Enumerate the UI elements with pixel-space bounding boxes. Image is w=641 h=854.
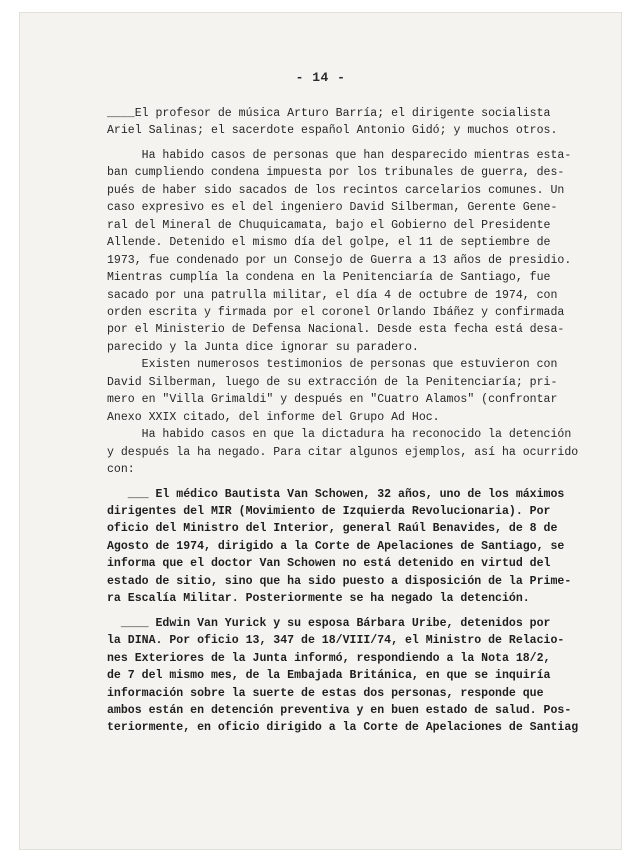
text-line: Mientras cumplía la condena en la Penitenciaría de Santiago, fue	[107, 271, 551, 285]
text-line: teriormente, en oficio dirigido a la Corte de Apelaciones de Santiag	[107, 721, 579, 735]
text-line: mero en "Villa Grimaldi" y después en "Cuatro Alamos" (confrontar	[107, 393, 558, 407]
document-page	[20, 13, 621, 849]
text-line: Existen numerosos testimonios de personas que estuvieron con	[107, 358, 558, 372]
text-line: por el Ministerio de Defensa Nacional. Desde esta fecha está desa-	[107, 323, 565, 337]
text-line: informa que el doctor Van Schowen no está detenido en virtud del	[107, 557, 551, 571]
paragraph-gap	[107, 608, 627, 615]
text-line: la DINA. Por oficio 13, 347 de 18/VIII/74, el Ministro de Relacio-	[107, 634, 565, 648]
page-number: - 14 -	[295, 70, 346, 85]
text-line: ra Escalía Militar. Posteriormente se ha negado la detención.	[107, 592, 530, 606]
paragraph	[107, 147, 627, 356]
text-line: ambos están en detención preventiva y en buen estado de salud. Pos-	[107, 703, 572, 717]
text-line: nes Exteriores de la Junta informó, respondiendo a la Nota 18/2,	[107, 651, 551, 665]
text-line: Anexo XXIX citado, del informe del Grupo Ad Hoc.	[107, 410, 440, 424]
text-line: sacado por una patrulla militar, el día 4 de octubre de 1974, con	[107, 288, 558, 302]
text-line: orden escrita y firmada por el coronel Orlando Ibáñez y confirmada	[107, 305, 565, 319]
paragraph	[107, 426, 627, 478]
text-line: y después la ha negado. Para citar algunos ejemplos, así ha ocurrido	[107, 445, 579, 459]
text-line: parecido y la Junta dice ignorar su paradero.	[107, 340, 419, 354]
paragraph	[107, 615, 627, 737]
text-line: dirigentes del MIR (Movimiento de Izquierda Revolucionaria). Por	[107, 504, 551, 518]
text-line: 1973, fue condenado por un Consejo de Guerra a 13 años de presidio.	[107, 253, 572, 267]
text-line: ___ El médico Bautista Van Schowen, 32 años, uno de los máximos	[107, 487, 565, 501]
paragraph	[107, 486, 627, 608]
paragraph	[107, 105, 627, 140]
text-line: ral del Mineral de Chuquicamata, bajo el Gobierno del Presidente	[107, 218, 551, 232]
paragraph-gap	[107, 140, 627, 147]
text-line: Ha habido casos en que la dictadura ha reconocido la detención	[107, 428, 572, 442]
paragraph	[107, 356, 627, 426]
text-line: ____El profesor de música Arturo Barría; el dirigente socialista	[107, 107, 551, 120]
text-line: Agosto de 1974, dirigido a la Corte de Apelaciones de Santiago, se	[107, 539, 565, 553]
text-line: Ha habido casos de personas que han desparecido mientras esta-	[107, 148, 572, 162]
text-line: estado de sitio, sino que ha sido puesto a disposición de la Prime-	[107, 574, 572, 588]
text-line: Ariel Salinas; el sacerdote español Antonio Gidó; y muchos otros.	[107, 124, 558, 138]
paragraph-gap	[107, 479, 627, 486]
text-line: David Silberman, luego de su extracción de la Penitenciaría; pri-	[107, 375, 558, 389]
text-line: ____ Edwin Van Yurick y su esposa Bárbara Uribe, detenidos por	[107, 616, 551, 630]
text-line: con:	[107, 463, 135, 477]
text-line: Allende. Detenido el mismo día del golpe, el 11 de septiembre de	[107, 236, 551, 250]
text-line: pués de haber sido sacados de los recintos carcelarios comunes. Un	[107, 183, 565, 197]
text-line: ban cumpliendo condena impuesta por los tribunales de guerra, des-	[107, 166, 565, 180]
text-line: información sobre la suerte de estas dos personas, responde que	[107, 686, 544, 700]
text-line: oficio del Ministro del Interior, general Raúl Benavides, de 8 de	[107, 522, 558, 536]
body-text	[107, 105, 627, 737]
text-line: de 7 del mismo mes, de la Embajada Británica, en que se inquiría	[107, 669, 551, 683]
text-line: caso expresivo es el del ingeniero David Silberman, Gerente Gene-	[107, 201, 558, 215]
